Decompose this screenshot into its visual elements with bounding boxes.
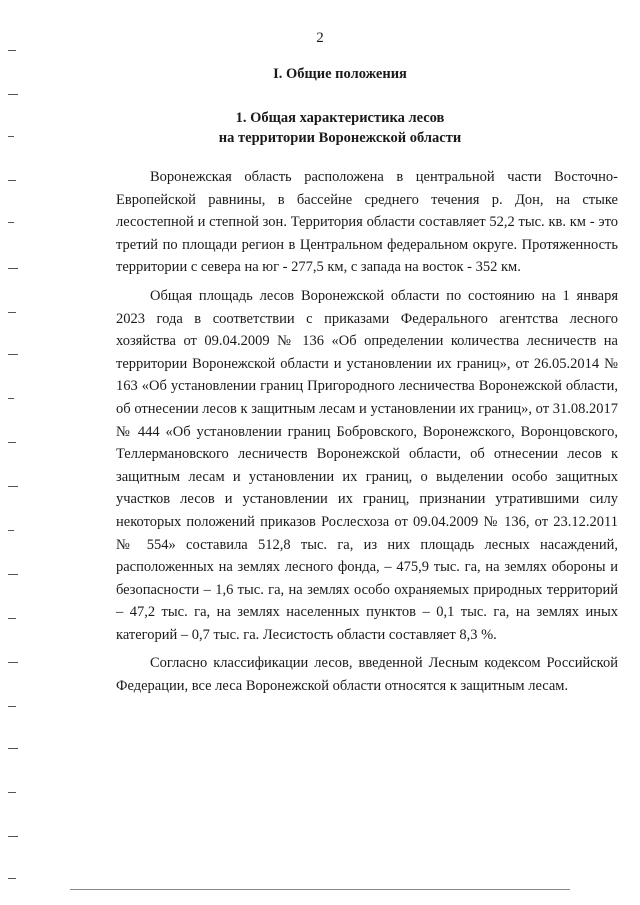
subsection-title-line-2: на территории Воронежской области <box>218 130 462 146</box>
paragraph-region-overview: Воронежская область расположена в центральной части Восточно-Европейской равнины, в бассейне среднего течения р. Дон, на стыке лесостепной и степной зон. Территория области составляет 52,2 тыс. кв. км - это третий по площади регион в Центральном федеральном округе. Протяженность территории с севера на юг - 277,5 км, с запада на восток - 352 км. <box>116 169 618 276</box>
scan-margin-marks <box>8 0 22 905</box>
subsection-title <box>60 108 620 148</box>
paragraph-forest-area: Общая площадь лесов Воронежской области по состоянию на 1 января 2023 года в соответствии с приказами Федерального агентства лесного хозяйства от 09.04.2009 № 136 «Об определении количества лесничеств на территории Воронежской области и установлении их границ», от 26.05.2014 № 163 «Об установлении границ Пригородного лесничества Воронежской области, об отнесении лесов к защитным лесам и установлении их границ», от 31.08.2017 № 444 «Об установлении границ Бобровского, Воронежского, Воронцовского, Теллермановского лесничеств Воронежской области, об отнесении лесов к защитным лесам и установлении их границ, о выделении особо защитных участков лесов и установлении их границ, признании утратившими силу некоторых положений приказов Рослесхоза от 09.04.2009 № 136, от 23.12.2011 № 554» составила 512,8 тыс. га, из них площадь лесных насаждений, расположенных на землях лесного фонда, – 475,9 тыс. га, на землях обороны и безопасности – 1,6 тыс. га, на землях особо охраняемых природных территорий – 47,2 тыс. га, на землях населенных пунктов – 0,1 тыс. га, на землях иных категорий – 0,7 тыс. га. Лесистость области составляет 8,3 %. <box>116 287 618 643</box>
section-title: I. Общие положения <box>273 66 407 82</box>
subsection-title-line-1: 1. Общая характеристика лесов <box>235 110 445 126</box>
paragraph-forest-classification: Согласно классификации лесов, введенной Лесным кодексом Российской Федерации, все леса Воронежской области относятся к защитным лесам. <box>116 655 618 695</box>
bottom-scan-line <box>70 889 570 890</box>
body-text <box>116 166 618 698</box>
page-number: 2 <box>316 30 324 46</box>
